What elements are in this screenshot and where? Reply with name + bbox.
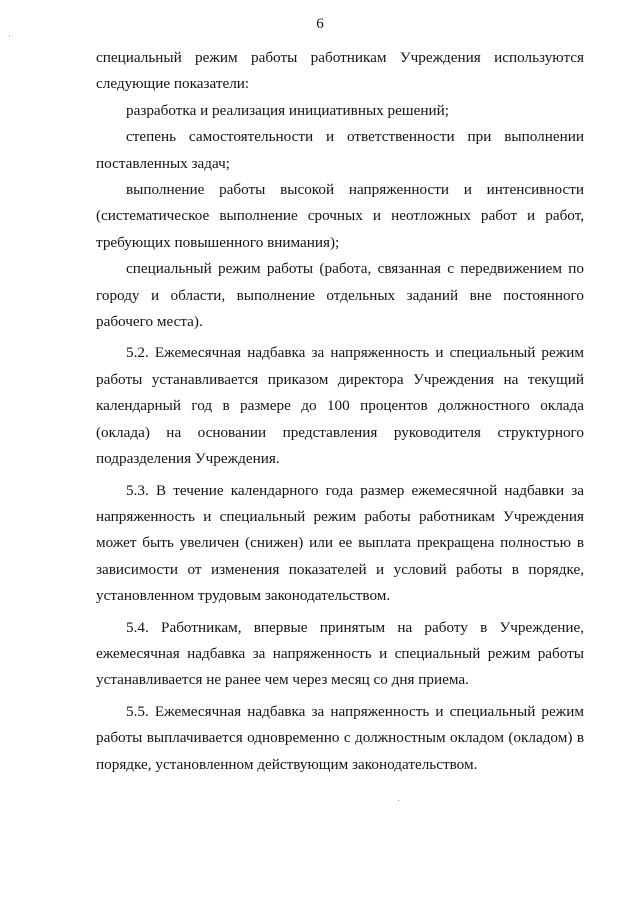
page-number: 6 — [316, 16, 324, 32]
clause-5-4-paragraph: 5.4. Работникам, впервые принятым на работу в Учреждение, ежемесячная надбавка за напряженность и специальный режим работы устанавливается не ранее чем через месяц со дня приема. — [96, 618, 584, 689]
clause-5-3-paragraph: 5.3. В течение календарного года размер ежемесячной надбавки за напряженность и специальный режим работы работникам Учреждения может быть увеличен (снижен) или ее выплата прекращена полностью в зависимости от изменения показателей и условий работы в порядке, установленном трудовым законодательством. — [96, 481, 584, 605]
clause-5-5-paragraph: 5.5. Ежемесячная надбавка за напряженность и специальный режим работы выплачивается одновременно с должностным окладом (окладом) в порядке, установленном действующим законодательством. — [96, 702, 584, 773]
document-body — [96, 45, 584, 778]
indicator-initiative-paragraph: разработка и реализация инициативных решений; — [126, 101, 449, 119]
intro-paragraph: специальный режим работы работникам Учреждения используются следующие показатели: — [96, 49, 584, 93]
scan-speck — [9, 36, 10, 37]
indicator-intensity-paragraph: выполнение работы высокой напряженности и интенсивности (систематическое выполнение срочных и неотложных работ и работ, требующих повышенного внимания); — [96, 181, 584, 251]
clause-5-2-paragraph: 5.2. Ежемесячная надбавка за напряженность и специальный режим работы устанавливается приказом директора Учреждения на текущий календарный год в размере до 100 процентов должностного оклада (оклада) на основании представления руководителя структурного подразделения Учреждения. — [96, 344, 584, 468]
indicator-independence-paragraph: степень самостоятельности и ответственности при выполнении поставленных задач; — [96, 128, 584, 172]
scan-speck — [398, 800, 399, 801]
indicator-special-regime-paragraph: специальный режим работы (работа, связанная с передвижением по городу и области, выполнение отдельных заданий вне постоянного рабочего места). — [96, 260, 584, 331]
